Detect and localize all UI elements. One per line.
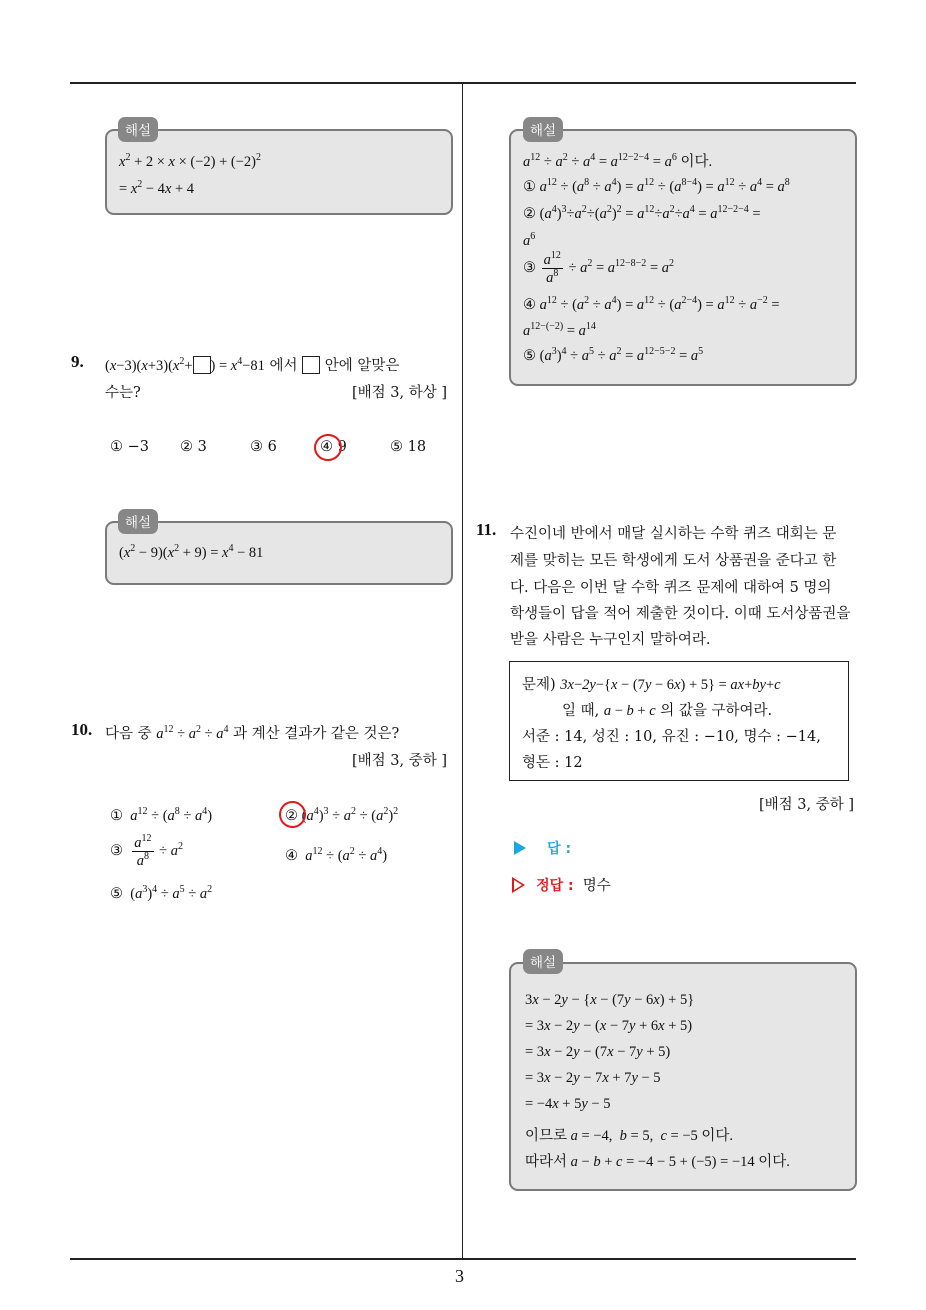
choice-9-1[interactable]: ① −3 (110, 439, 149, 455)
score-10: [배점 3, 중하 ] (352, 753, 448, 769)
explanation-line: ⑤ $(a^3)^4 \div a^5 \div a^2 = a^{12-5-2} = a^5$ (523, 346, 704, 364)
explanation-line: = $x^2 - 4x + 4$ (119, 179, 195, 197)
problem-line: 일 때, a − b + c 의 값을 구하여라. (562, 703, 773, 719)
outline-play-icon (512, 877, 525, 893)
explanation-line: ④ $a^{12} \div (a^2 \div a^4) = a^{12} \div (a^{2-4}) = a^{12} \div a^{-2}$ = (523, 295, 780, 313)
answer-mark-circle (312, 432, 343, 463)
explanation-tag: 해설 (118, 117, 158, 142)
question-number-11: 11. (476, 520, 497, 539)
question-text-11: 수진이네 반에서 매달 실시하는 수학 퀴즈 대회는 문 (510, 526, 837, 542)
explanation-line: 따라서 a − b + c = −4 − 5 + (−5) = −14 이다. (525, 1154, 790, 1170)
choice-10-2[interactable]: ② $(a^4)^3 \div a^2 \div (a^2)^2$ (285, 806, 399, 824)
column-divider (462, 82, 463, 1259)
explanation-line: $x^2 + 2 \times x \times (-2) + (-2)^2$ (119, 152, 262, 170)
explanation-line: 3x − 2y − {x − (7y − 6x) + 5} (525, 992, 695, 1008)
choice-9-2[interactable]: ② 3 (180, 439, 207, 455)
choice-9-5[interactable]: ⑤ 18 (390, 439, 427, 455)
question-text-9-line2: 수는? (105, 385, 141, 401)
score-11: [배점 3, 중하 ] (759, 797, 855, 813)
play-icon (514, 841, 526, 855)
explanation-line: $(x^2 - 9)(x^2 + 9) = x^4 - 81$ (119, 543, 264, 561)
student-answers: 형돈 : 12 (522, 755, 583, 771)
choice-10-3[interactable]: ③ $\frac{a^{12}}{a^8}$ ÷ $a^2$ (110, 833, 183, 870)
choice-9-3[interactable]: ③ 6 (250, 439, 277, 455)
answer-blank (302, 356, 320, 374)
question-text-11: 받을 사람은 누구인지 말하여라. (510, 632, 711, 648)
question-text-9: $(x-3)(x+3)(x^2+$ ) = $x^4-81$ 에서 안에 알맞은 (105, 356, 400, 374)
answer-mark-circle (277, 799, 307, 829)
question-text-10: 다음 중 $a^{12} \div a^2 \div a^4$ 과 계산 결과가 같은 것은? (105, 724, 400, 742)
question-number-10: 10. (71, 720, 93, 739)
question-text-11: 제를 맞히는 모든 학생에게 도서 상품권을 준다고 한 (510, 553, 837, 569)
header-rule (70, 82, 856, 84)
answer-label: 답 : (547, 841, 572, 857)
choice-10-1[interactable]: ① $a^{12} \div (a^8 \div a^4)$ (110, 806, 213, 824)
explanation-line: ③ $\frac{a^{12}}{a^8}$ ÷ $a^2 = a^{12-8-2} = a^2$ (523, 250, 674, 287)
problem-box (509, 661, 849, 781)
explanation-box-q8 (105, 129, 453, 215)
answer-row (514, 838, 571, 858)
correct-answer-value: 명수 (582, 878, 611, 894)
explanation-line: $a^{12-(-2)} = a^{14}$ (523, 321, 596, 339)
explanation-box-q10 (509, 129, 857, 386)
explanation-tag: 해설 (118, 509, 158, 534)
explanation-line: = −4x + 5y − 5 (525, 1096, 611, 1112)
student-answers: 서준 : 14, 성진 : 10, 유진 : −10, 명수 : −14, (522, 729, 821, 745)
problem-line: 문제) 3x−2y−{x − (7y − 6x) + 5} = ax+by+c (522, 677, 781, 693)
explanation-line: $a^6$ (523, 231, 536, 249)
explanation-line: = 3x − 2y − (7x − 7y + 5) (525, 1044, 671, 1060)
choice-9-4[interactable]: ④ 9 (320, 439, 347, 455)
explanation-line: $a^{12} \div a^2 \div a^4 = a^{12-2-4} = a^6$ 이다. (523, 152, 713, 170)
explanation-line: = 3x − 2y − (x − 7y + 6x + 5) (525, 1018, 693, 1034)
explanation-tag: 해설 (523, 949, 563, 974)
footer-rule (70, 1258, 856, 1260)
correct-answer-label: 정답 : (536, 878, 574, 894)
score-9: [배점 3, 하상 ] (352, 385, 448, 401)
question-text-11: 다. 다음은 이번 달 수학 퀴즈 문제에 대하여 5 명의 (510, 580, 832, 596)
page-number: 3 (455, 1266, 464, 1286)
question-text-11: 학생들이 답을 적어 제출한 것이다. 이때 도서상품권을 (510, 606, 851, 622)
correct-answer-row (512, 874, 611, 895)
question-number-9: 9. (71, 352, 84, 371)
explanation-line: 이므로 a = −4, b = 5, c = −5 이다. (525, 1128, 734, 1144)
explanation-line: = 3x − 2y − 7x + 7y − 5 (525, 1070, 661, 1086)
choice-10-5[interactable]: ⑤ $(a^3)^4 \div a^5 \div a^2$ (110, 884, 213, 902)
explanation-box-q9 (105, 521, 453, 585)
explanation-box-q11 (509, 962, 857, 1191)
explanation-line: ① $a^{12} \div (a^8 \div a^4) = a^{12} \div (a^{8-4}) = a^{12} \div a^4 = a^8$ (523, 177, 790, 195)
choice-10-4[interactable]: ④ $a^{12} \div (a^2 \div a^4)$ (285, 846, 388, 864)
answer-blank (193, 356, 211, 374)
explanation-tag: 해설 (523, 117, 563, 142)
explanation-line: ② $(a^4)^3\div a^2\div(a^2)^2 = a^{12}\div a^2\div a^4 = a^{12-2-4}$ = (523, 204, 761, 222)
